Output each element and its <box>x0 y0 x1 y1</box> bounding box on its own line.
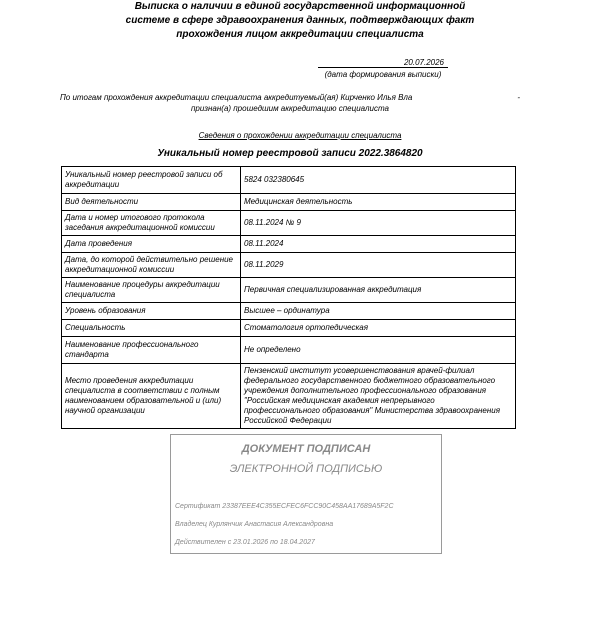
row-value: Стоматология ортопедическая <box>241 320 516 337</box>
table-row <box>62 211 516 236</box>
row-label: Вид деятельности <box>62 194 241 211</box>
row-label: Дата и номер итогового протокола заседания аккредитационной комиссии <box>62 211 241 236</box>
stamp-subtitle: ЭЛЕКТРОННОЙ ПОДПИСЬЮ <box>229 463 383 475</box>
row-value: 5824 032380645 <box>241 167 516 194</box>
row-value: Медицинская деятельность <box>241 194 516 211</box>
section-heading: Сведения о прохождении аккредитации специалиста <box>198 131 402 140</box>
row-label: Уникальный номер реестровой записи об аккредитации <box>62 167 241 194</box>
row-value: 08.11.2024 № 9 <box>241 211 516 236</box>
row-value: Первичная специализированная аккредитация <box>241 278 516 303</box>
table-row <box>62 236 516 253</box>
stamp-certificate: Сертификат 23387EEE4C355ECFEC6FCC90C458AA17689A5F2C <box>175 503 394 510</box>
row-label: Наименование процедуры аккредитации специалиста <box>62 278 241 303</box>
row-value: Не определено <box>241 337 516 364</box>
result-line-1: По итогам прохождения аккредитации специалиста аккредитуемый(ая) Кирченко Илья Вла <box>60 93 413 102</box>
stamp-owner: Владелец Курлянчик Анастасия Александровна <box>175 521 334 528</box>
title-line: прохождения лицом аккредитации специалиста <box>176 29 424 40</box>
row-label: Специальность <box>62 320 241 337</box>
registry-number: Уникальный номер реестровой записи 2022.3864820 <box>157 148 423 159</box>
stamp-validity: Действителен с 23.01.2026 по 18.04.2027 <box>175 539 315 546</box>
issue-date: 20.07.2026 <box>318 58 448 68</box>
date-block <box>318 58 448 79</box>
table-row <box>62 320 516 337</box>
document-title <box>100 0 500 42</box>
table-row <box>62 253 516 278</box>
accreditation-result <box>60 92 520 114</box>
row-value: 08.11.2024 <box>241 236 516 253</box>
row-value: Высшее – ординатура <box>241 303 516 320</box>
row-label: Уровень образования <box>62 303 241 320</box>
table-row <box>62 194 516 211</box>
stamp-title: ДОКУМЕНТ ПОДПИСАН <box>241 443 371 455</box>
issue-date-caption: (дата формирования выписки) <box>324 70 442 79</box>
result-line-2: признан(а) прошедшим аккредитацию специалиста <box>191 104 389 113</box>
title-line: системе в сфере здравоохранения данных, подтверждающих факт <box>125 15 475 26</box>
row-label: Место проведения аккредитации специалиста в соответствии с полным наименованием образовательной и (или) научной организации <box>62 364 241 429</box>
title-line: Выписка о наличии в единой государственной информационной <box>134 1 466 12</box>
row-value: 08.11.2029 <box>241 253 516 278</box>
row-value: Пензенский институт усовершенствования врачей-филиал федерального государственного бюджетного образовательного учреждения дополнительного профессионального образования "Российская медицинская академия непрерывного профессионального образования" Министерства здравоохранения Российской Федерации <box>241 364 516 429</box>
table-row <box>62 364 516 429</box>
table-row <box>62 337 516 364</box>
row-label: Дата, до которой действительно решение аккредитационной комиссии <box>62 253 241 278</box>
table-row <box>62 278 516 303</box>
result-dash: - <box>517 93 520 102</box>
table-row <box>62 167 516 194</box>
table-row <box>62 303 516 320</box>
row-label: Дата проведения <box>62 236 241 253</box>
signature-stamp <box>170 434 442 554</box>
row-label: Наименование профессионального стандарта <box>62 337 241 364</box>
accreditation-table <box>61 166 516 429</box>
